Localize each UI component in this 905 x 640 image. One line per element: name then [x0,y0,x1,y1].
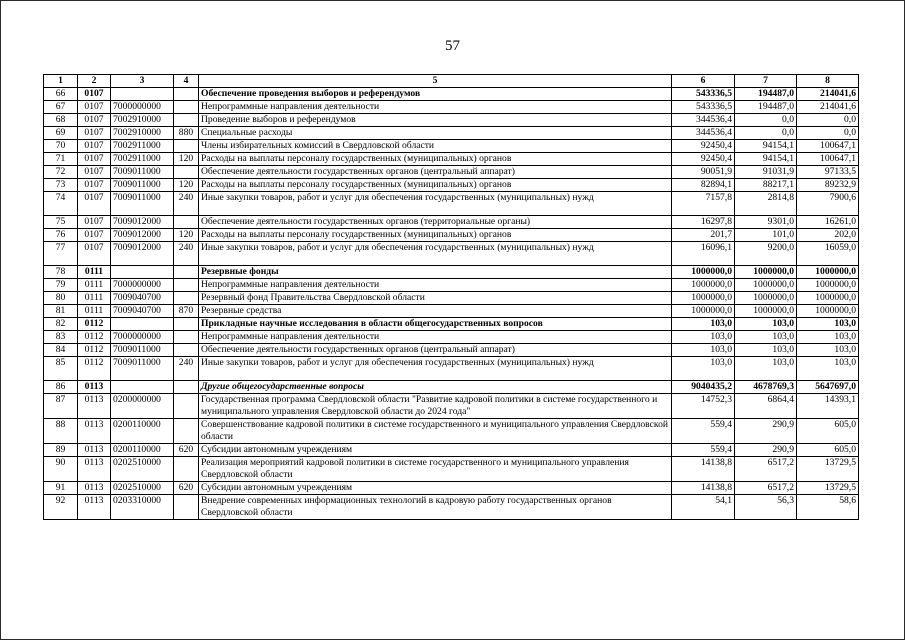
row-number-cell: 66 [44,88,78,101]
column-header: 3 [111,75,174,88]
amount-col6-cell: 92450,4 [672,140,735,153]
column-header: 7 [735,75,797,88]
expense-type-cell [174,216,199,229]
amount-col8-cell: 214041,6 [797,101,859,114]
item-name-cell: Обеспечение деятельности государственных органов (центральный аппарат) [199,166,672,179]
amount-col6-cell: 92450,4 [672,153,735,166]
table-row [44,419,859,444]
amount-col6-cell: 103,0 [672,318,735,331]
target-article-cell: 0203310000 [111,495,174,520]
target-article-cell: 7009011000 [111,166,174,179]
amount-col7-cell: 4678769,3 [735,381,797,394]
amount-col7-cell: 0,0 [735,127,797,140]
amount-col7-cell: 194487,0 [735,101,797,114]
row-number-cell: 67 [44,101,78,114]
amount-col7-cell: 6517,2 [735,457,797,482]
expense-type-cell [174,318,199,331]
amount-col6-cell: 201,7 [672,229,735,242]
table-row [44,305,859,318]
item-name-cell: Субсидии автономным учреждениям [199,482,672,495]
expense-type-cell [174,344,199,357]
target-article-cell [111,381,174,394]
expense-type-cell [174,292,199,305]
amount-col8-cell: 16261,0 [797,216,859,229]
expense-type-cell: 120 [174,229,199,242]
section-code-cell: 0107 [78,229,111,242]
row-number-cell: 78 [44,266,78,279]
item-name-cell: Обеспечение деятельности государственных органов (центральный аппарат) [199,344,672,357]
row-number-cell: 73 [44,179,78,192]
table-row [44,331,859,344]
expense-type-cell: 120 [174,153,199,166]
item-name-cell: Непрограммные направления деятельности [199,331,672,344]
expense-type-cell [174,114,199,127]
table-row [44,381,859,394]
table-row [44,292,859,305]
target-article-cell: 7009040700 [111,305,174,318]
expense-type-cell: 240 [174,192,199,216]
section-code-cell: 0107 [78,88,111,101]
amount-col6-cell: 103,0 [672,344,735,357]
amount-col8-cell: 1000000,0 [797,266,859,279]
amount-col8-cell: 13729,5 [797,482,859,495]
item-name-cell: Члены избирательных комиссий в Свердловской области [199,140,672,153]
target-article-cell: 7009011000 [111,179,174,192]
row-number-cell: 86 [44,381,78,394]
target-article-cell: 7000000000 [111,101,174,114]
section-code-cell: 0107 [78,192,111,216]
item-name-cell: Совершенствование кадровой политики в системе государственного и муниципального управления Свердловской области [199,419,672,444]
table-row [44,444,859,457]
table-row [44,357,859,381]
amount-col7-cell: 6517,2 [735,482,797,495]
page-number: 57 [445,38,460,54]
target-article-cell: 7000000000 [111,279,174,292]
item-name-cell: Прикладные научные исследования в области общегосударственных вопросов [199,318,672,331]
section-code-cell: 0111 [78,305,111,318]
item-name-cell: Непрограммные направления деятельности [199,101,672,114]
table-row [44,495,859,520]
table-row [44,229,859,242]
amount-col6-cell: 543336,5 [672,88,735,101]
amount-col7-cell: 103,0 [735,344,797,357]
section-code-cell: 0107 [78,153,111,166]
amount-col8-cell: 103,0 [797,344,859,357]
column-header: 6 [672,75,735,88]
table-row [44,166,859,179]
amount-col8-cell: 89232,9 [797,179,859,192]
column-header: 8 [797,75,859,88]
table-row [44,179,859,192]
expense-type-cell: 870 [174,305,199,318]
section-code-cell: 0113 [78,495,111,520]
amount-col6-cell: 16297,8 [672,216,735,229]
amount-col8-cell: 103,0 [797,357,859,381]
section-code-cell: 0112 [78,318,111,331]
amount-col8-cell: 100647,1 [797,140,859,153]
item-name-cell: Иные закупки товаров, работ и услуг для обеспечения государственных (муниципальных) нужд [199,192,672,216]
amount-col6-cell: 9040435,2 [672,381,735,394]
target-article-cell: 7009012000 [111,229,174,242]
row-number-cell: 81 [44,305,78,318]
expense-type-cell: 620 [174,444,199,457]
table-row [44,192,859,216]
row-number-cell: 91 [44,482,78,495]
amount-col6-cell: 103,0 [672,331,735,344]
amount-col8-cell: 0,0 [797,127,859,140]
section-code-cell: 0113 [78,381,111,394]
target-article-cell: 0200110000 [111,444,174,457]
table-row [44,127,859,140]
amount-col6-cell: 90051,9 [672,166,735,179]
amount-col6-cell: 14138,8 [672,482,735,495]
row-number-cell: 87 [44,394,78,419]
expense-type-cell [174,88,199,101]
amount-col6-cell: 54,1 [672,495,735,520]
row-number-cell: 79 [44,279,78,292]
amount-col7-cell: 56,3 [735,495,797,520]
section-code-cell: 0113 [78,394,111,419]
expense-type-cell: 240 [174,357,199,381]
amount-col6-cell: 7157,8 [672,192,735,216]
row-number-cell: 85 [44,357,78,381]
amount-col8-cell: 1000000,0 [797,279,859,292]
section-code-cell: 0107 [78,101,111,114]
amount-col8-cell: 58,6 [797,495,859,520]
row-number-cell: 80 [44,292,78,305]
amount-col8-cell: 103,0 [797,318,859,331]
table-row [44,318,859,331]
item-name-cell: Резервные фонды [199,266,672,279]
target-article-cell: 0200110000 [111,419,174,444]
amount-col6-cell: 1000000,0 [672,266,735,279]
table-row [44,394,859,419]
table-row [44,101,859,114]
amount-col7-cell: 91031,9 [735,166,797,179]
amount-col8-cell: 214041,6 [797,88,859,101]
section-code-cell: 0107 [78,242,111,266]
expense-type-cell [174,381,199,394]
table-row [44,153,859,166]
budget-table [43,74,859,520]
amount-col6-cell: 344536,4 [672,127,735,140]
section-code-cell: 0107 [78,166,111,179]
amount-col6-cell: 559,4 [672,444,735,457]
target-article-cell: 7000000000 [111,331,174,344]
amount-col8-cell: 97133,5 [797,166,859,179]
section-code-cell: 0112 [78,357,111,381]
amount-col7-cell: 103,0 [735,331,797,344]
section-code-cell: 0111 [78,279,111,292]
section-code-cell: 0107 [78,127,111,140]
expense-type-cell [174,101,199,114]
amount-col7-cell: 9200,0 [735,242,797,266]
row-number-cell: 77 [44,242,78,266]
row-number-cell: 89 [44,444,78,457]
amount-col6-cell: 543336,5 [672,101,735,114]
amount-col8-cell: 0,0 [797,114,859,127]
target-article-cell: 7009011000 [111,357,174,381]
section-code-cell: 0113 [78,419,111,444]
expense-type-cell: 620 [174,482,199,495]
amount-col7-cell: 290,9 [735,419,797,444]
row-number-cell: 72 [44,166,78,179]
amount-col7-cell: 9301,0 [735,216,797,229]
expense-type-cell: 120 [174,179,199,192]
amount-col8-cell: 103,0 [797,331,859,344]
amount-col7-cell: 94154,1 [735,140,797,153]
amount-col6-cell: 16096,1 [672,242,735,266]
target-article-cell: 7002911000 [111,140,174,153]
section-code-cell: 0111 [78,292,111,305]
section-code-cell: 0111 [78,266,111,279]
column-header: 1 [44,75,78,88]
amount-col7-cell: 1000000,0 [735,279,797,292]
table-body [44,88,859,520]
item-name-cell: Государственная программа Свердловской области "Развитие кадровой политики в системе государственного и муниципального управления Свердловской области до 2024 года" [199,394,672,419]
row-number-cell: 92 [44,495,78,520]
item-name-cell: Расходы на выплаты персоналу государственных (муниципальных) органов [199,153,672,166]
target-article-cell: 7009011000 [111,192,174,216]
item-name-cell: Субсидии автономным учреждениям [199,444,672,457]
section-code-cell: 0112 [78,344,111,357]
amount-col6-cell: 1000000,0 [672,279,735,292]
item-name-cell: Непрограммные направления деятельности [199,279,672,292]
amount-col6-cell: 1000000,0 [672,305,735,318]
section-code-cell: 0113 [78,482,111,495]
section-code-cell: 0107 [78,140,111,153]
target-article-cell: 0202510000 [111,482,174,495]
item-name-cell: Обеспечение деятельности государственных органов (территориальные органы) [199,216,672,229]
row-number-cell: 71 [44,153,78,166]
amount-col7-cell: 103,0 [735,357,797,381]
amount-col6-cell: 14138,8 [672,457,735,482]
expense-type-cell [174,140,199,153]
item-name-cell: Другие общегосударственные вопросы [199,381,672,394]
table-row [44,88,859,101]
table-row [44,242,859,266]
target-article-cell: 7009012000 [111,216,174,229]
amount-col7-cell: 290,9 [735,444,797,457]
row-number-cell: 90 [44,457,78,482]
section-code-cell: 0113 [78,457,111,482]
amount-col8-cell: 100647,1 [797,153,859,166]
expense-type-cell [174,495,199,520]
amount-col6-cell: 82894,1 [672,179,735,192]
amount-col8-cell: 7900,6 [797,192,859,216]
amount-col7-cell: 0,0 [735,114,797,127]
amount-col7-cell: 1000000,0 [735,305,797,318]
expense-type-cell: 880 [174,127,199,140]
row-number-cell: 82 [44,318,78,331]
expense-type-cell [174,331,199,344]
amount-col8-cell: 605,0 [797,419,859,444]
expense-type-cell: 240 [174,242,199,266]
row-number-cell: 69 [44,127,78,140]
column-header: 4 [174,75,199,88]
row-number-cell: 84 [44,344,78,357]
section-code-cell: 0113 [78,444,111,457]
row-number-cell: 83 [44,331,78,344]
table-row [44,344,859,357]
amount-col6-cell: 344536,4 [672,114,735,127]
amount-col7-cell: 194487,0 [735,88,797,101]
amount-col7-cell: 88217,1 [735,179,797,192]
section-code-cell: 0107 [78,179,111,192]
amount-col8-cell: 605,0 [797,444,859,457]
amount-col6-cell: 559,4 [672,419,735,444]
target-article-cell: 0200000000 [111,394,174,419]
amount-col8-cell: 202,0 [797,229,859,242]
table-header-row [44,75,859,88]
item-name-cell: Внедрение современных информационных технологий в кадровую работу государственных органов Свердловской области [199,495,672,520]
target-article-cell: 7009040700 [111,292,174,305]
row-number-cell: 68 [44,114,78,127]
amount-col8-cell: 13729,5 [797,457,859,482]
item-name-cell: Иные закупки товаров, работ и услуг для обеспечения государственных (муниципальных) нужд [199,242,672,266]
target-article-cell: 7009011000 [111,344,174,357]
item-name-cell: Расходы на выплаты персоналу государственных (муниципальных) органов [199,229,672,242]
section-code-cell: 0112 [78,331,111,344]
item-name-cell: Расходы на выплаты персоналу государственных (муниципальных) органов [199,179,672,192]
expense-type-cell [174,279,199,292]
amount-col8-cell: 16059,0 [797,242,859,266]
expense-type-cell [174,419,199,444]
item-name-cell: Обеспечение проведения выборов и референдумов [199,88,672,101]
expense-type-cell [174,394,199,419]
row-number-cell: 70 [44,140,78,153]
row-number-cell: 76 [44,229,78,242]
amount-col7-cell: 1000000,0 [735,266,797,279]
amount-col6-cell: 1000000,0 [672,292,735,305]
amount-col7-cell: 101,0 [735,229,797,242]
section-code-cell: 0107 [78,114,111,127]
item-name-cell: Специальные расходы [199,127,672,140]
section-code-cell: 0107 [78,216,111,229]
amount-col7-cell: 6864,4 [735,394,797,419]
target-article-cell: 7002911000 [111,153,174,166]
amount-col7-cell: 94154,1 [735,153,797,166]
item-name-cell: Иные закупки товаров, работ и услуг для обеспечения государственных (муниципальных) нужд [199,357,672,381]
amount-col8-cell: 1000000,0 [797,305,859,318]
amount-col6-cell: 103,0 [672,357,735,381]
item-name-cell: Резервный фонд Правительства Свердловской области [199,292,672,305]
amount-col6-cell: 14752,3 [672,394,735,419]
amount-col7-cell: 103,0 [735,318,797,331]
table-row [44,279,859,292]
item-name-cell: Проведение выборов и референдумов [199,114,672,127]
row-number-cell: 75 [44,216,78,229]
table-row [44,114,859,127]
target-article-cell [111,266,174,279]
amount-col8-cell: 1000000,0 [797,292,859,305]
column-header: 2 [78,75,111,88]
expense-type-cell [174,166,199,179]
item-name-cell: Резервные средства [199,305,672,318]
amount-col7-cell: 2814,8 [735,192,797,216]
row-number-cell: 74 [44,192,78,216]
table-row [44,266,859,279]
amount-col8-cell: 14393,1 [797,394,859,419]
expense-type-cell [174,457,199,482]
expense-type-cell [174,266,199,279]
table-row [44,457,859,482]
table-row [44,482,859,495]
amount-col7-cell: 1000000,0 [735,292,797,305]
table-row [44,140,859,153]
table-row [44,216,859,229]
target-article-cell: 7009012000 [111,242,174,266]
target-article-cell [111,318,174,331]
amount-col8-cell: 5647697,0 [797,381,859,394]
item-name-cell: Реализация мероприятий кадровой политики в системе государственного и муниципального управления Свердловской области [199,457,672,482]
target-article-cell: 7002910000 [111,127,174,140]
target-article-cell [111,88,174,101]
target-article-cell: 0202510000 [111,457,174,482]
row-number-cell: 88 [44,419,78,444]
column-header: 5 [199,75,672,88]
target-article-cell: 7002910000 [111,114,174,127]
